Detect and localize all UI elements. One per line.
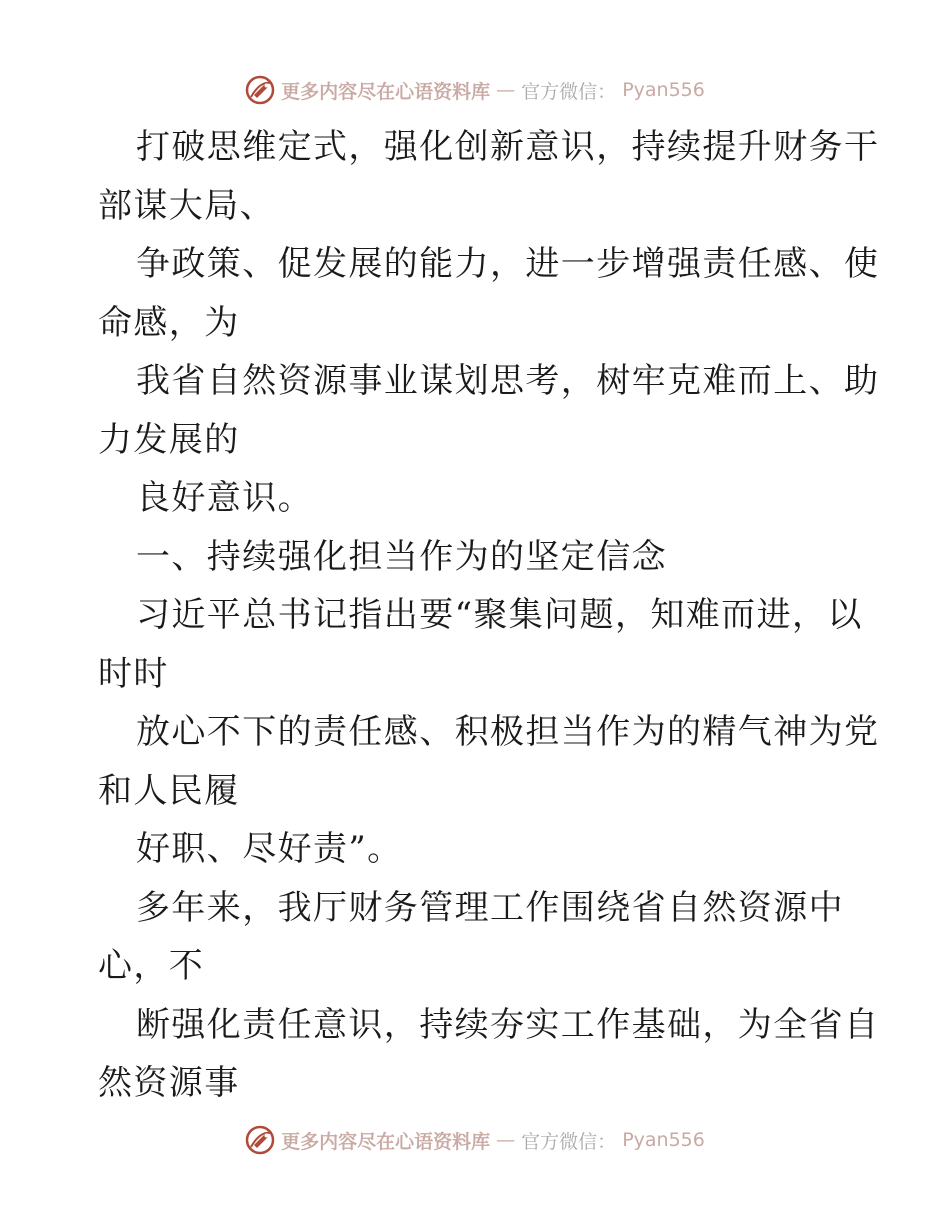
body-text-line: 打破思维定式，强化创新意识，持续提升财务干: [136, 127, 880, 167]
watermark-wechat-id: Pyan556: [622, 1129, 705, 1151]
body-text-line: 争政策、促发展的能力，进一步增强责任感、使: [136, 244, 880, 284]
watermark-dash: —: [496, 79, 516, 101]
pen-logo-icon: [245, 1125, 275, 1155]
body-text-line: 好职、尽好责”。: [136, 829, 403, 869]
body-text-line: 多年来，我厅财务管理工作围绕省自然资源中: [136, 887, 844, 928]
pen-logo-icon: [245, 75, 275, 105]
watermark-wechat-label: 官方微信：: [521, 1130, 617, 1153]
watermark-footer: [0, 1120, 950, 1160]
body-text-line: 我省自然资源事业谋划思考，树牢克难而上、助: [136, 361, 880, 401]
watermark-header: [0, 70, 950, 110]
watermark-wechat-id: Pyan556: [622, 79, 705, 101]
body-text-line: 一、持续强化担当作为的坚定信念: [136, 536, 667, 577]
body-text-line: 和人民履: [98, 770, 240, 811]
watermark-dash: —: [496, 1129, 516, 1151]
body-text-line: 良好意识。: [136, 478, 313, 518]
body-text-line: 力发展的: [98, 419, 240, 460]
body-text-line: 部谋大局、: [98, 185, 275, 226]
body-text-line: 断强化责任意识，持续夯实工作基础，为全省自: [136, 1004, 880, 1045]
watermark-wechat-label: 官方微信：: [521, 80, 617, 103]
body-text-line: 放心不下的责任感、积极担当作为的精气神为党: [136, 712, 880, 752]
body-text-line: 命感，为: [98, 302, 240, 343]
body-text-line: 习近平总书记指出要“聚集问题，知难而进，以: [136, 595, 863, 635]
watermark-main-text: 更多内容尽在心语资料库: [281, 80, 491, 103]
body-text-line: 心，不: [98, 946, 205, 986]
body-text-line: 然资源事: [98, 1063, 240, 1103]
document-body: [98, 118, 880, 1113]
watermark-main-text: 更多内容尽在心语资料库: [281, 1130, 491, 1153]
body-text-line: 时时: [98, 653, 169, 694]
